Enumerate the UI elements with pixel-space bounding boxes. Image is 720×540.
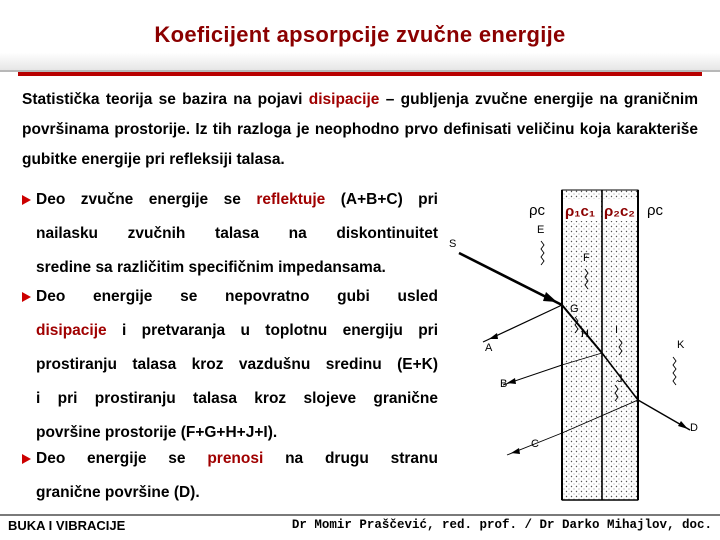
bullet-text: na drugu stranu	[263, 450, 438, 467]
bullet-arrow-icon	[22, 292, 31, 302]
bullet-3-line	[36, 442, 438, 476]
bullet-2-line	[36, 382, 438, 416]
label-C: C	[531, 438, 539, 450]
label-rho2c2: ρ₂c₂	[604, 203, 635, 220]
bullet-text: sredine sa različitim specifičnim impedansama.	[36, 259, 386, 276]
bullet-arrow-icon	[22, 454, 31, 464]
footer-divider	[0, 514, 720, 516]
bullet-text: nailasku zvučnih talasa na diskontinuitet	[36, 225, 438, 242]
highlight-term: prenosi	[207, 450, 264, 467]
bullet-text: Deo energije se	[36, 450, 208, 467]
bullet-2-line	[36, 280, 438, 314]
bullet-text: Deo energije se nepovratno gubi usled	[36, 288, 438, 305]
bullet-text: i pri prostiranju talasa kroz slojeve granične	[36, 390, 438, 407]
label-S: S	[449, 238, 457, 250]
label-rho1c1: ρ₁c₁	[565, 203, 596, 220]
bullet-text: i pretvaranja u toplotnu energiju pri	[106, 322, 438, 339]
label-E: E	[537, 224, 545, 236]
bullet-text: (A+B+C) pri	[325, 191, 438, 208]
footer-course: BUKA I VIBRACIJE	[8, 518, 126, 533]
label-H: H	[581, 328, 589, 340]
slide-title: Koeficijent apsorpcije zvučne energije	[154, 22, 566, 47]
label-F: F	[583, 252, 590, 264]
label-D: D	[690, 422, 698, 434]
intro-paragraph	[22, 85, 698, 175]
intro-text-1: Statistička teorija se bazira na pojavi	[22, 91, 309, 108]
bullet-3-line	[36, 476, 438, 510]
bullet-2-line	[36, 314, 438, 348]
label-rho-c-left: ρc	[529, 202, 546, 219]
label-I: I	[615, 324, 619, 336]
highlight-term: reflektuje	[256, 191, 326, 208]
label-B: B	[500, 378, 508, 390]
intro-highlight: disipacije	[308, 91, 380, 108]
bullet-text: prostiranju talasa kroz vazdušnu sredinu (E+K)	[36, 356, 438, 373]
bullet-1-line	[36, 217, 438, 251]
bullet-text: granične površine (D).	[36, 484, 200, 501]
label-J: J	[617, 373, 623, 385]
reflection-diagram	[445, 185, 705, 505]
label-A: A	[485, 342, 493, 354]
label-rho-c-right: ρc	[647, 202, 664, 219]
bullet-1-line	[36, 183, 438, 217]
highlight-term: disipacije	[36, 322, 107, 339]
footer-authors: Dr Momir Praščević, red. prof. / Dr Darko Mihajlov, doc.	[291, 518, 712, 532]
bullet-2-line	[36, 348, 438, 382]
bullet-text: površine prostorije (F+G+H+J+I).	[36, 424, 278, 441]
label-K: K	[677, 339, 685, 351]
bullet-text: Deo zvučne energije se	[36, 191, 257, 208]
label-G: G	[570, 303, 579, 315]
bullet-arrow-icon	[22, 195, 31, 205]
intro-text-2: – gubljenja zvučne energije na graničnim površinama prostorije. Iz tih razloga je neophodno prvo definisati veličinu koja karakteriše gubitke energije pri refleksiji talasa.	[22, 91, 699, 168]
title-separator	[18, 72, 702, 76]
